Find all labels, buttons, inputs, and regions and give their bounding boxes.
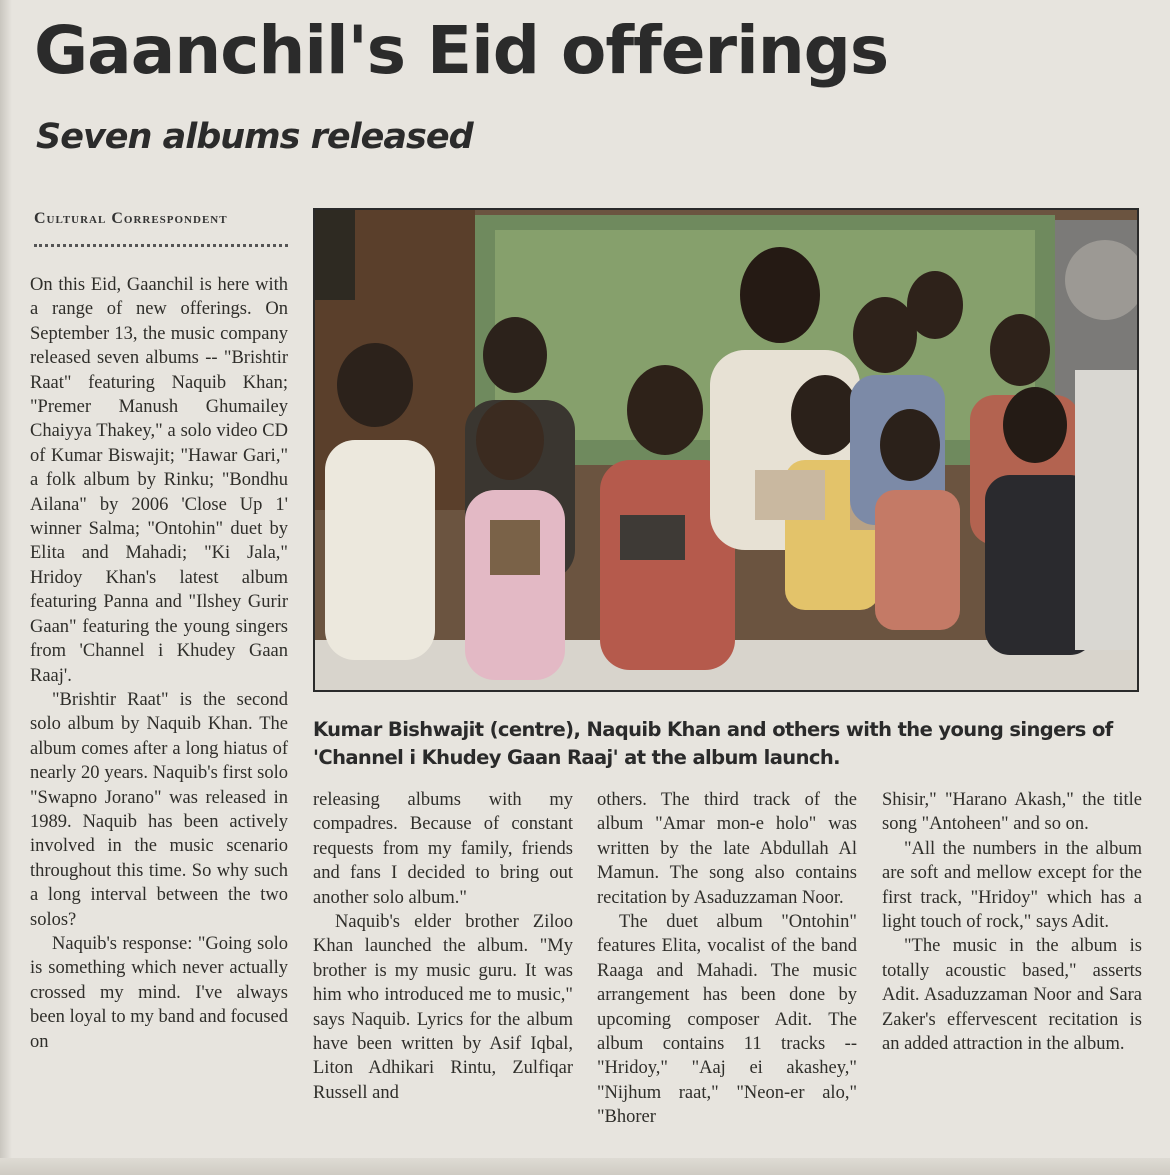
article-column-2 — [313, 788, 573, 1105]
paragraph: others. The third track of the album "Amar mon-e holo" was written by the late Abdullah Al Mamun. The song also contains recitation by Asaduzzaman Noor. — [597, 790, 857, 908]
photo-caption: Kumar Bishwajit (centre), Naquib Khan and others with the young singers of 'Channel i Khudey Gaan Raaj' at the album launch. — [313, 718, 1113, 769]
page-bottom-edge — [0, 1158, 1170, 1175]
page-edge — [0, 0, 12, 1175]
article-column-3 — [597, 788, 857, 1130]
paragraph: Naquib's response: "Going solo is something which never actually crossed my mind. I've always been loyal to my band and focused on — [30, 933, 288, 1052]
paragraph: Shisir," "Harano Akash," the title song "Antoheen" and so on. — [882, 790, 1142, 835]
paragraph: releasing albums with my compadres. Because of constant requests from my family, friends and fans I decided to bring out another solo album." — [313, 790, 573, 908]
article-photo — [313, 208, 1139, 692]
paragraph: Naquib's elder brother Ziloo Khan launched the album. "My brother is my music guru. It was him who introduced me to music," says Naquib. Lyrics for the album have been written by Asif Iqbal, Liton Adhikari Rintu, Zulfiqar Russell and — [313, 912, 573, 1103]
paragraph: "Brishtir Raat" is the second solo album by Naquib Khan. The album comes after a long hiatus of nearly 20 years. Naquib's first solo "Swapno Jorano" was released in 1989. Naquib has been actively involved in the music scenario throughout this time. So why such a long interval between the two solos? — [30, 689, 288, 930]
byline: Cultural Correspondent — [34, 210, 228, 227]
paragraph: On this Eid, Gaanchil is here with a range of new offerings. On September 13, the music company released seven albums -- "Brishtir Raat" featuring Naquib Khan; "Premer Manush Ghumailey Chaiyya Thakey," a solo video CD of Kumar Biswajit; "Hawar Gari," a folk album by Rinku; "Bondhu Ailana" by 2006 'Close Up 1' winner Salma; "Ontohin" duet by Elita and Mahadi; "Ki Jala," Hridoy Khan's latest album featuring Panna and "Ilshey Gurir Gaan" featuring the young singers from 'Channel i Khudey Gaan Raaj'. — [30, 275, 288, 686]
headline: Gaanchil's Eid offerings — [34, 12, 889, 89]
byline-divider — [34, 244, 288, 247]
paragraph: "The music in the album is totally acoustic based," asserts Adit. Asaduzzaman Noor and Sara Zaker's effervescent recitation is an added attraction in the album. — [882, 936, 1142, 1055]
article-column-1 — [30, 273, 288, 1054]
paragraph: The duet album "Ontohin" features Elita, vocalist of the band Raaga and Mahadi. The music arrangement has been done by upcoming composer Adit. The album contains 11 tracks -- "Hridoy," "Aaj ei akashey," "Nijhum raat," "Neon-er alo," "Bhorer — [597, 912, 857, 1128]
subheadline: Seven albums released — [36, 117, 473, 157]
article-column-4 — [882, 788, 1142, 1056]
paragraph: "All the numbers in the album are soft and mellow except for the first track, "Hridoy" which has a light touch of rock," says Adit. — [882, 838, 1142, 933]
